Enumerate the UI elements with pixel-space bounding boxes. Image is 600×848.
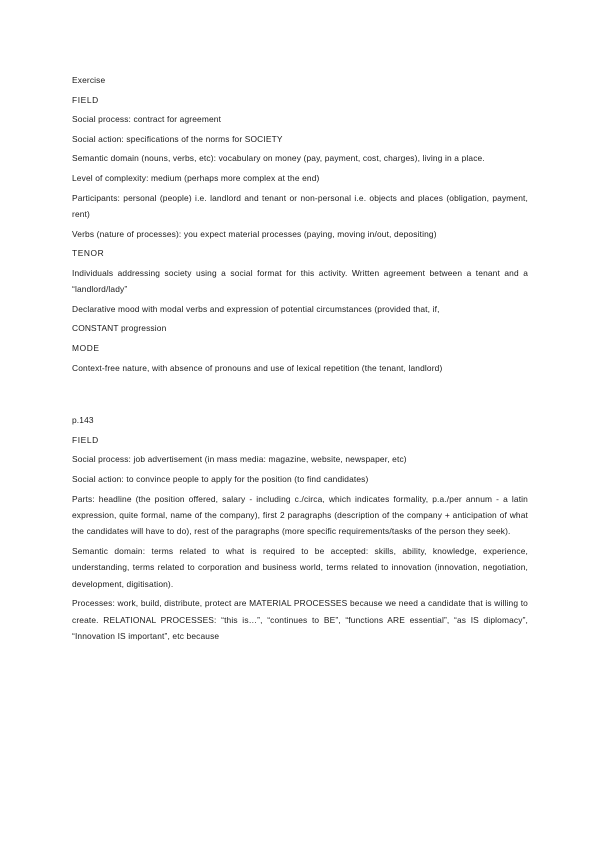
social-process-line-2: Social process: job advertisement (in mass media: magazine, website, newspaper, etc) — [72, 454, 407, 465]
verbs-paragraph: Verbs (nature of processes): you expect material processes (paying, moving in/out, depositing) — [72, 228, 437, 239]
parts-paragraph: Parts: headline (the position offered, salary - including c./circa, which indicates formality, p.a./per annum - a latin expression, quite formal, name of the company), first 2 paragraphs (description of the company + anticipation of what the candidates will have to do), rest of the paragraphs (more specific requirements/tasks of the person they seek). — [72, 493, 528, 537]
semantic-domain-paragraph: Semantic domain (nouns, verbs, etc): vocabulary on money (pay, payment, cost, charges), living in a place. — [72, 153, 485, 164]
individuals-paragraph: Individuals addressing society using a social format for this activity. Written agreement between a tenant and a “landlord/lady” — [72, 267, 528, 295]
section-spacer — [72, 379, 528, 412]
field-heading-2: FIELD — [72, 434, 99, 445]
tenor-heading: TENOR — [72, 248, 105, 259]
exercise-title: Exercise — [72, 75, 106, 85]
document-page — [72, 72, 528, 648]
field-heading: FIELD — [72, 94, 99, 105]
social-action-line-2: Social action: to convince people to apply for the position (to find candidates) — [72, 473, 369, 484]
constant-progression-line: CONSTANT progression — [72, 323, 167, 334]
participants-paragraph: Participants: personal (people) i.e. landlord and tenant or non-personal i.e. objects and places (obligation, payment, rent) — [72, 192, 528, 219]
processes-paragraph: Processes: work, build, distribute, protect are MATERIAL PROCESSES because we need a candidate that is willing to create. RELATIONAL PROCESSES: “this is…”, “continues to BE”, “functions ARE essential”, “as IS diplomacy”, “Innovation IS important”, etc because — [72, 598, 528, 642]
page-reference-title: p.143 — [72, 415, 94, 426]
social-action-line: Social action: specifications of the norms for SOCIETY — [72, 133, 283, 144]
declarative-paragraph: Declarative mood with modal verbs and expression of potential circumstances (provided that, if, — [72, 303, 440, 314]
social-process-line: Social process: contract for agreement — [72, 114, 222, 125]
semantic-domain-paragraph-2: Semantic domain: terms related to what is required to be accepted: skills, ability, knowledge, experience, understanding, terms related to corporation and business world, terms related to innovation (innovation, negotiation, development, digitisation). — [72, 545, 528, 589]
complexity-line: Level of complexity: medium (perhaps more complex at the end) — [72, 172, 320, 183]
context-free-paragraph: Context-free nature, with absence of pronouns and use of lexical repetition (the tenant, landlord) — [72, 362, 443, 373]
mode-heading: MODE — [72, 342, 100, 353]
